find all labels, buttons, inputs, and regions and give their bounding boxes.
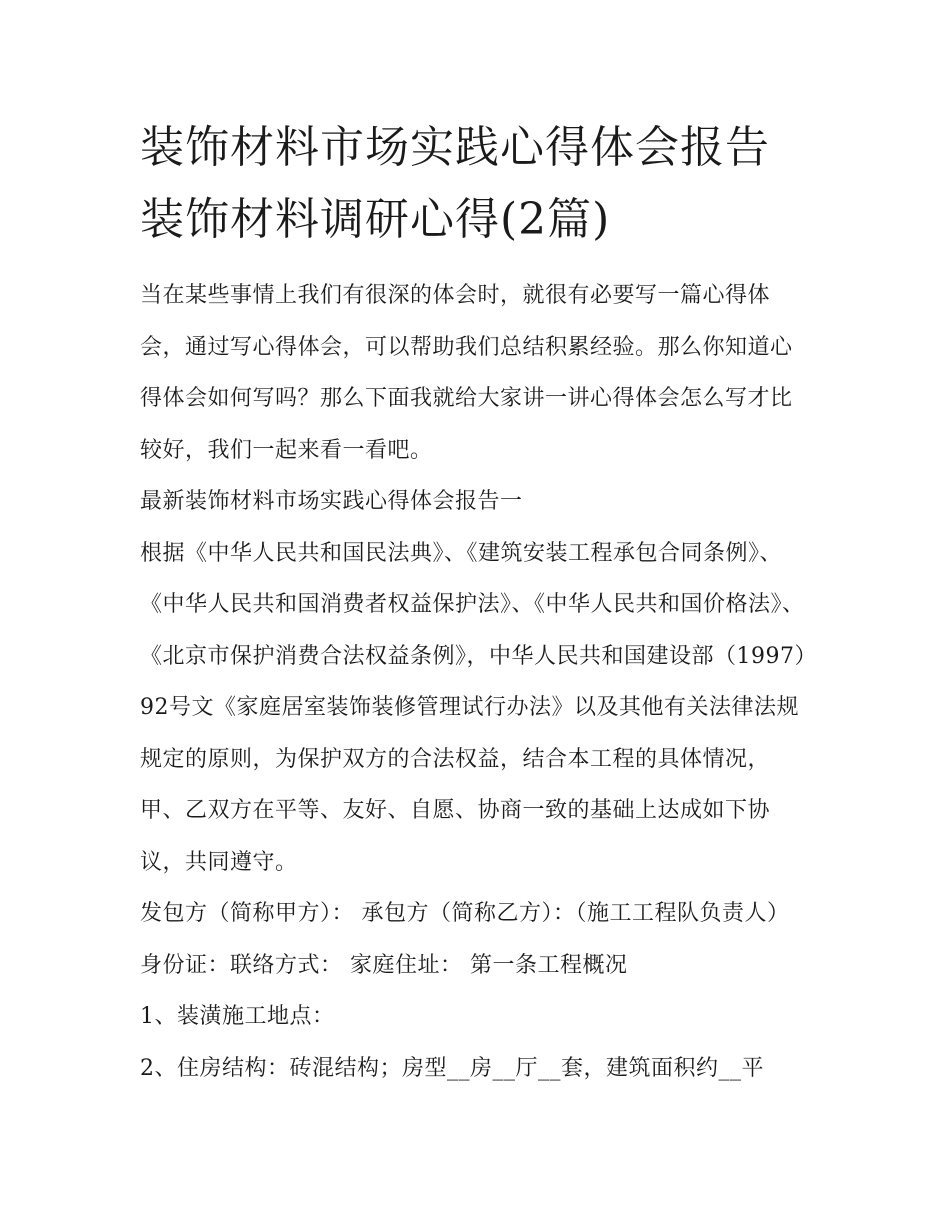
intro-paragraph: 当在某些事情上我们有很深的体会时，就很有必要写一篇心得体会，通过写心得体会，可以帮助我们总结积累经验。那么你知道心得体会如何写吗？那么下面我就给大家讲一讲心得体会怎么写才比较好，我们一起来看一看吧。: [140, 283, 793, 463]
document-title: 装饰材料市场实践心得体会报告 装饰材料调研心得(2篇): [140, 122, 770, 245]
document-body: [140, 112, 812, 1094]
section-heading: 最新装饰材料市场实践心得体会报告一: [140, 489, 523, 514]
clause-item-1: 1、装潢施工地点：: [140, 1004, 335, 1029]
clause-item-2: 2、住房结构：砖混结构；房型__房__厅__套，建筑面积约__平: [140, 1055, 764, 1081]
parties-paragraph: 发包方（简称甲方）： 承包方（简称乙方）：（施工工程队负责人） 身份证：联络方式： 家庭住址： 第一条工程概况: [140, 901, 790, 978]
contract-preamble-paragraph: 根据《中华人民共和国民法典》、《建筑安装工程承包合同条例》、《中华人民共和国消费者权益保护法》、《中华人民共和国价格法》、《北京市保护消费合法权益条例》，中华人民共和国建设部（1997）92号文《家庭居室装饰装修管理试行办法》以及其他有关法律法规规定的原则，为保护双方的合法权益，结合本工程的具体情况，甲、乙双方在平等、友好、自愿、协商一致的基础上达成如下协议，共同遵守。: [140, 540, 806, 875]
